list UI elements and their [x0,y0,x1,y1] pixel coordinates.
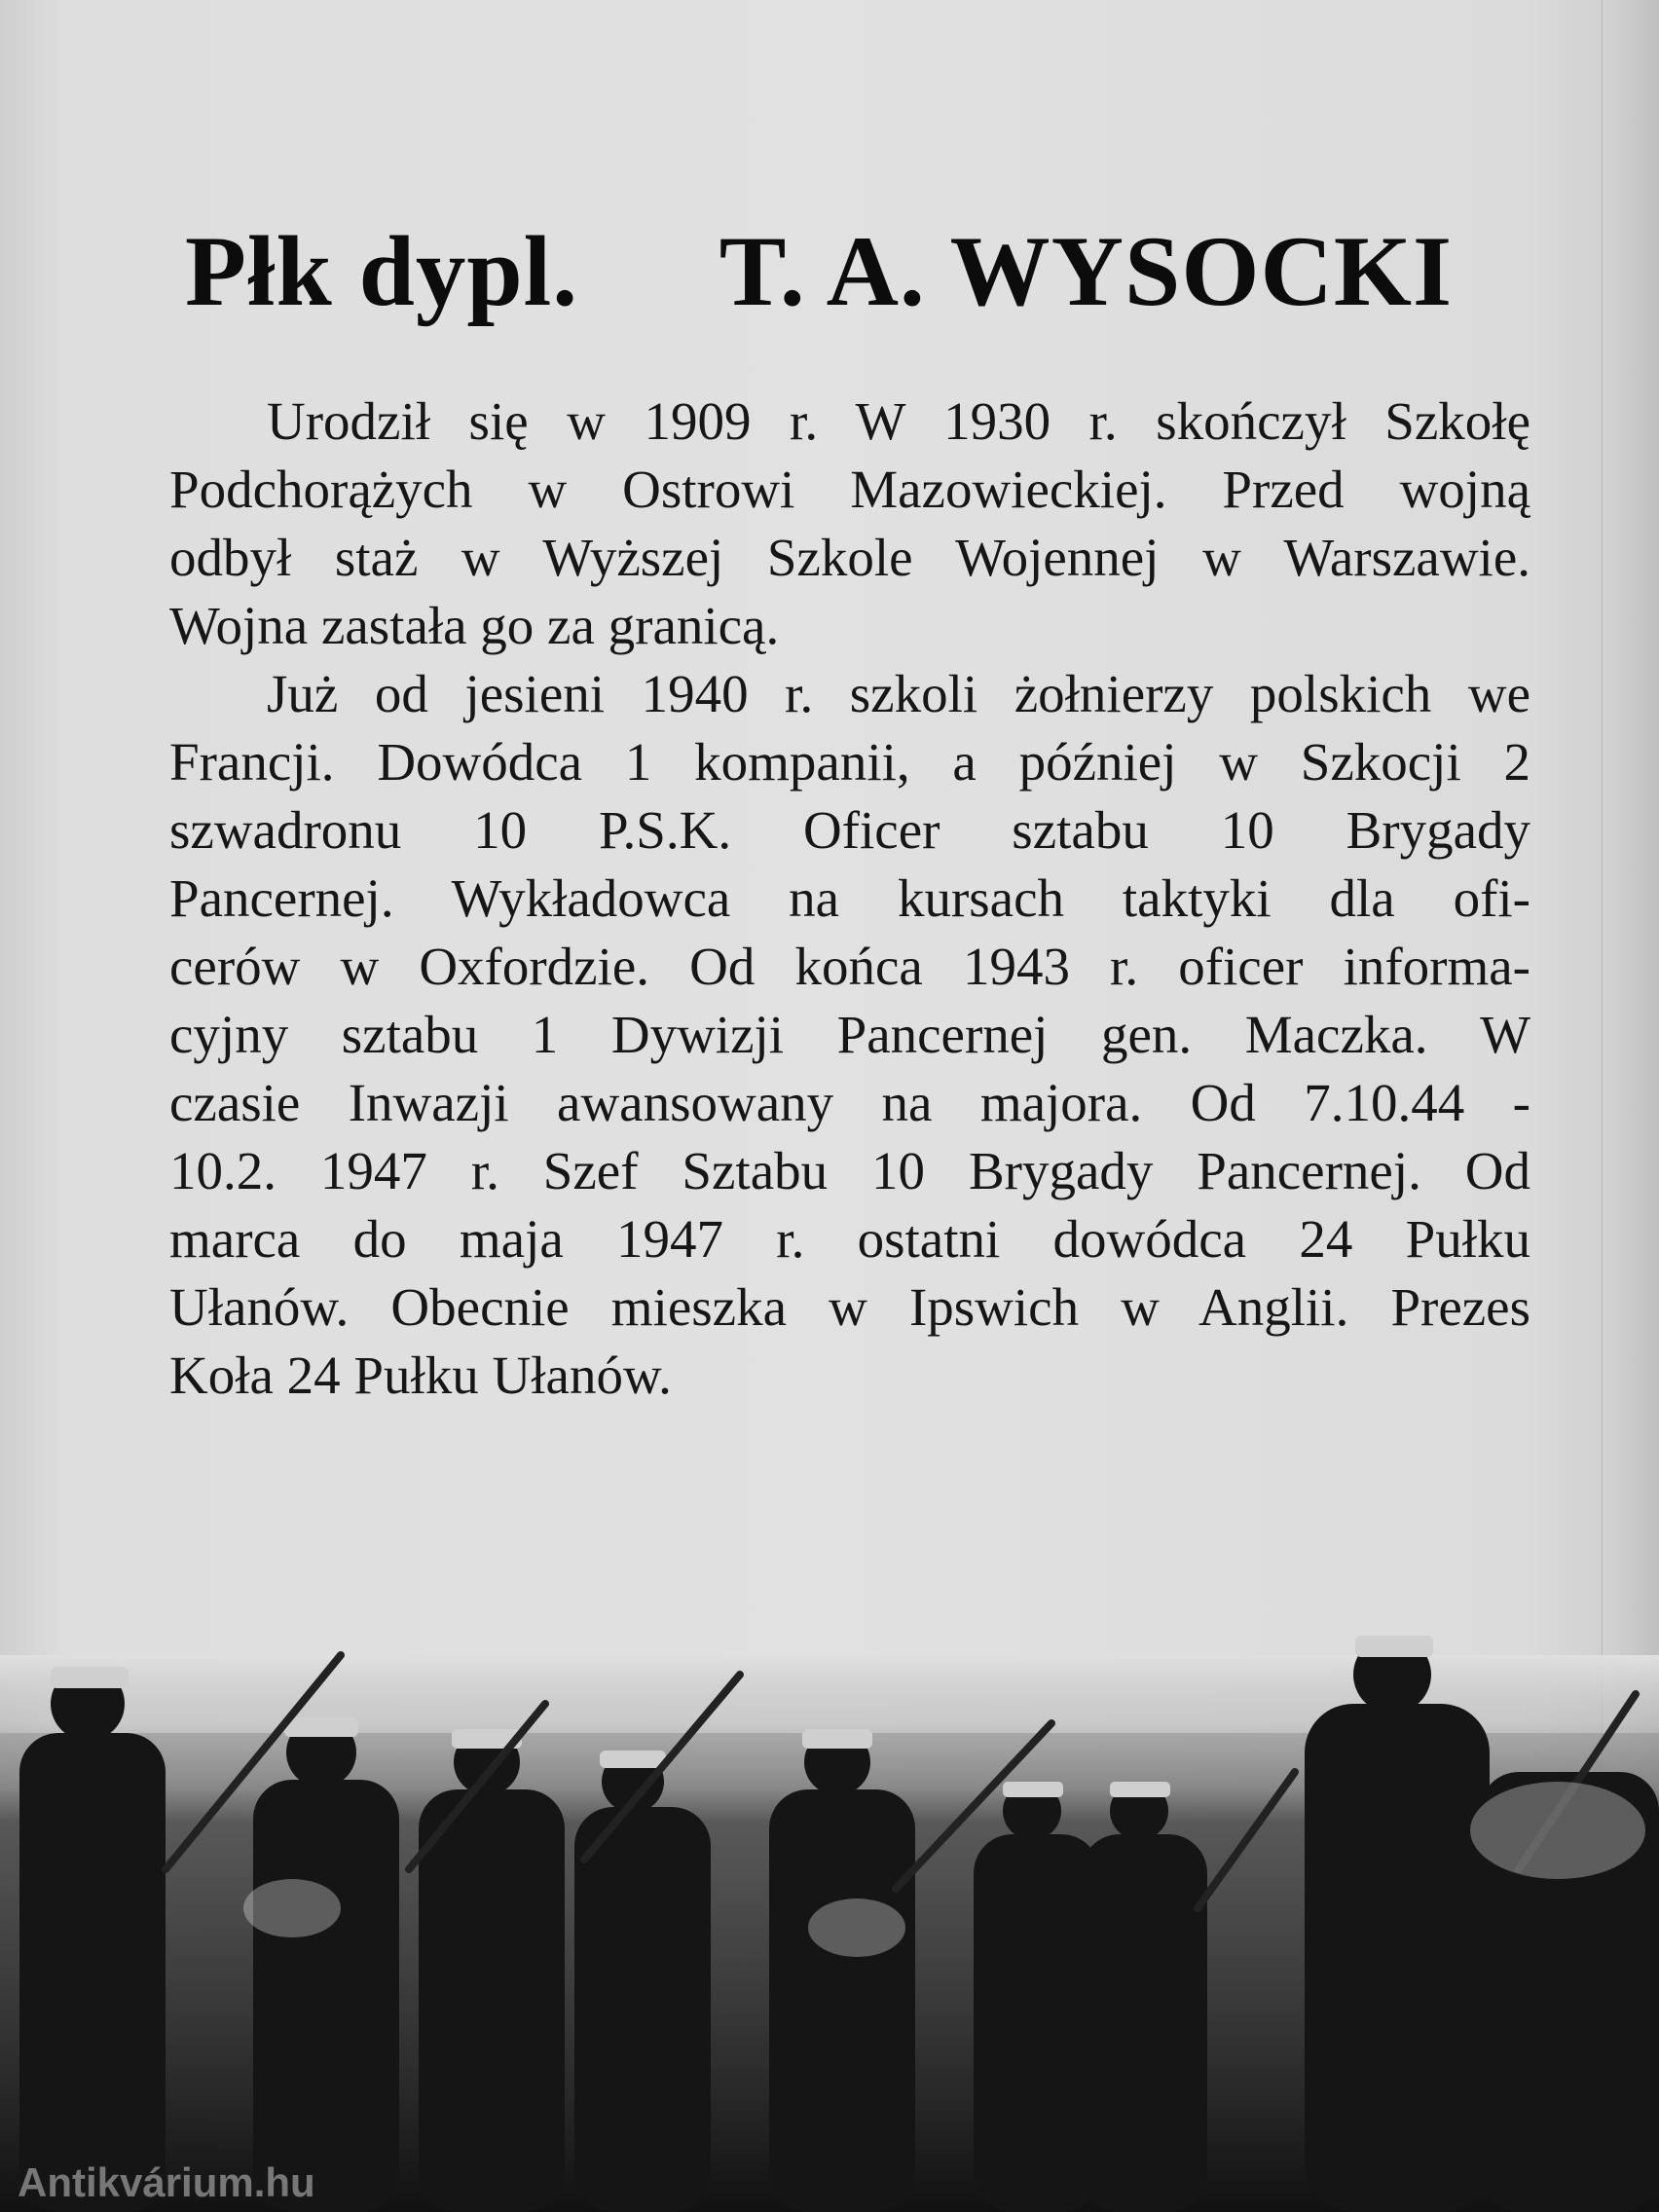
bio-line: odbył staż w Wyższej Szkole Wojennej w Warszawie. [169,528,1530,587]
bio-line: cyjny sztabu 1 Dywizji Pancernej gen. Maczka. W [169,1005,1530,1064]
bio-line: Pancernej. Wykładowca na kursach taktyki dla ofi- [169,868,1530,928]
title-name: T. A. WYSOCKI [719,216,1454,327]
page-title [185,213,1548,330]
bio-line: 10.2. 1947 r. Szef Sztabu 10 Brygady Pancernej. Od [169,1141,1530,1200]
bio-paragraph-2 [169,660,1530,1410]
bio-line: czasie Inwazji awansowany na majora. Od 7.10.44 - [169,1073,1530,1132]
bio-line: Wojna zastała go za granicą. [169,596,780,655]
soldiers-photo-image [0,1616,1659,2212]
bio-line: cerów w Oxfordzie. Od końca 1943 r. oficer informa- [169,937,1530,996]
bio-line: marca do maja 1947 r. ostatni dowódca 24 Pułku [169,1209,1530,1269]
bio-line: Francji. Dowódca 1 kompanii, a później w Szkocji 2 [169,732,1530,792]
bio-line: Podchorążych w Ostrowi Mazowieckiej. Przed wojną [169,460,1530,519]
watermark-text: Antikvárium.hu [18,2159,315,2205]
soldiers-photo [0,1616,1659,2212]
bio-paragraph-1 [169,387,1530,660]
bio-line: Ułanów. Obecnie mieszka w Ipswich w Anglii. Prezes [169,1277,1530,1337]
bio-line: Koła 24 Pułku Ułanów. [169,1346,672,1405]
bio-line: Urodził się w 1909 r. W 1930 r. skończył Szkołę [267,391,1530,451]
biography-text [169,387,1530,1410]
bio-line: Już od jesieni 1940 r. szkoli żołnierzy polskich we [267,664,1530,723]
bio-line: szwadronu 10 P.S.K. Oficer sztabu 10 Brygady [169,800,1530,860]
title-rank: Płk dypl. [185,216,579,327]
